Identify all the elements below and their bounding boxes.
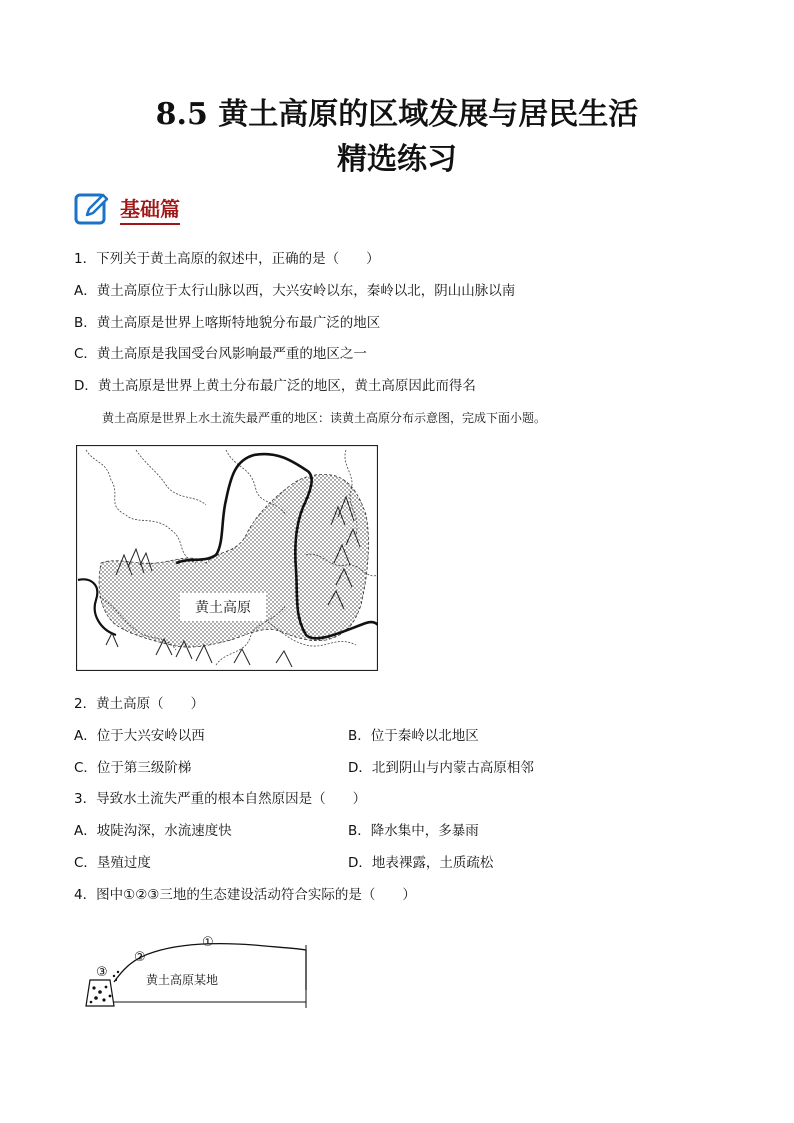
section-label: 基础篇 <box>120 193 180 225</box>
marker-1: ① <box>202 935 214 950</box>
q3-option-c: C．垦殖过度 <box>74 855 151 871</box>
q3-option-d: D．地表裸露，土质疏松 <box>348 855 494 871</box>
q1-stem: 1．下列关于黄土高原的叙述中，正确的是（ ） <box>74 251 380 267</box>
diagram-label: 黄土高原某地 <box>146 973 219 987</box>
marker-2: ② <box>134 950 146 965</box>
q2-option-b: B．位于秦岭以北地区 <box>348 728 479 744</box>
marker-3: ③ <box>96 965 108 980</box>
material-intro: 黄土高原是世界上水土流失最严重的地区：读黄土高原分布示意图，完成下面小题。 <box>102 411 547 425</box>
q1-option-c: C．黄土高原是我国受台风影响最严重的地区之一 <box>74 346 367 362</box>
q2-stem: 2．黄土高原（ ） <box>74 696 205 712</box>
terrain-profile-diagram <box>84 930 314 1010</box>
page-subtitle: 精选练习 <box>337 142 457 177</box>
q3-option-a: A．坡陡沟深，水流速度快 <box>74 823 232 839</box>
q3-option-b: B．降水集中，多暴雨 <box>348 823 479 839</box>
page-title: 8.5 黄土高原的区域发展与居民生活 <box>155 97 639 132</box>
q2-option-c: C．位于第三级阶梯 <box>74 760 192 776</box>
pencil-note-icon <box>74 191 110 227</box>
loess-plateau-map <box>76 445 378 671</box>
section-header <box>74 187 180 231</box>
q1-option-b: B．黄土高原是世界上喀斯特地貌分布最广泛的地区 <box>74 315 381 331</box>
q3-stem: 3．导致水土流失严重的根本自然原因是（ ） <box>74 791 367 807</box>
map-label: 黄土高原 <box>195 600 251 616</box>
q1-option-d: D．黄土高原是世界上黄土分布最广泛的地区，黄土高原因此而得名 <box>74 378 476 394</box>
q2-option-d: D．北到阴山与内蒙古高原相邻 <box>348 760 534 776</box>
q2-option-a: A．位于大兴安岭以西 <box>74 728 205 744</box>
q4-stem: 4．图中①②③三地的生态建设活动符合实际的是（ ） <box>74 887 416 903</box>
q1-option-a: A．黄土高原位于太行山脉以西，大兴安岭以东，秦岭以北，阴山山脉以南 <box>74 283 516 299</box>
